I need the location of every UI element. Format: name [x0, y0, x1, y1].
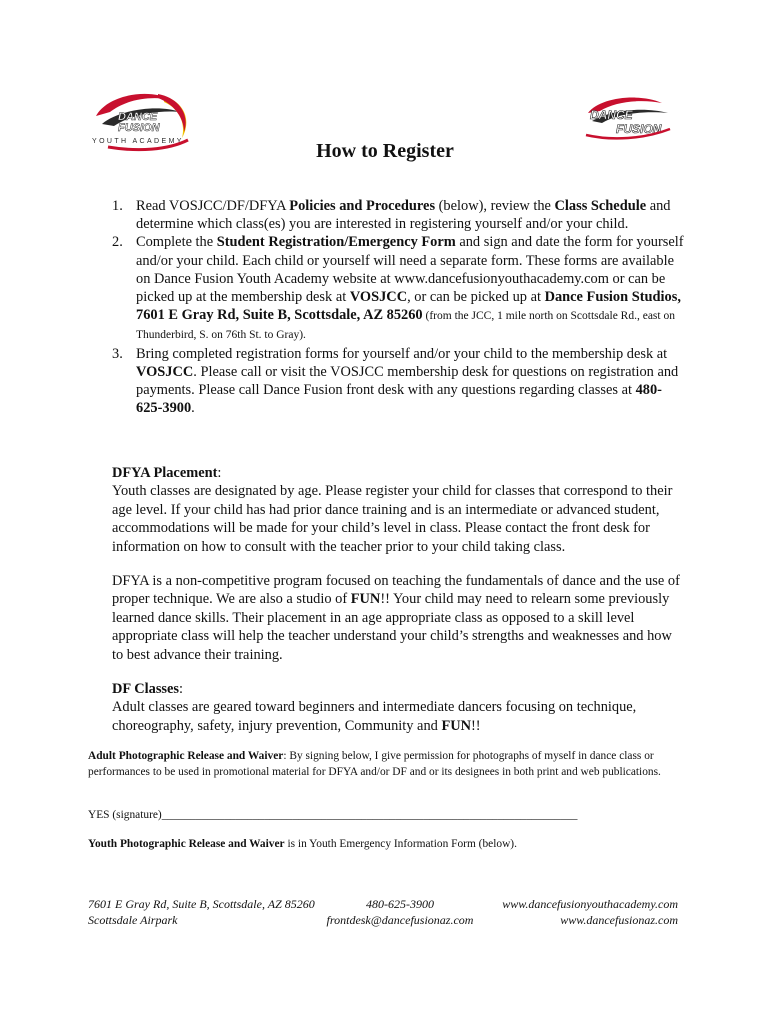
step-text: . [191, 400, 195, 417]
registration-steps [112, 197, 684, 417]
youth-release-label: Youth Photographic Release and Waiver [88, 838, 285, 850]
phone-text: 480-625-3900 [366, 897, 434, 911]
step-text: Read VOSJCC/DF/DFYA [136, 198, 290, 214]
step-text: , or can be picked up at [407, 289, 545, 306]
colon: : [179, 681, 184, 697]
step-text: Complete the [136, 234, 217, 251]
registration-form-text: Student Registration/Emergency Form [216, 234, 456, 251]
footer-address [88, 896, 315, 928]
page-title: How to Register [316, 140, 454, 162]
logo-text-fusion: FUSION [616, 122, 662, 136]
step-text: . Please call or visit the VOSJCC membership desk for questions on registration and payments. Please call Dance Fusion front desk with any questions regarding classes at [136, 363, 679, 399]
address-line: 7601 E Gray Rd, Suite B, Scottsdale, AZ 85260 [88, 897, 315, 911]
vosjcc-text: VOSJCC [349, 289, 408, 306]
logo-text-fusion: FUSION [118, 122, 160, 134]
step-text: (below), review the [435, 198, 555, 214]
directions-text: (from the JCC, 1 mile north on Scottsdale Rd., east on Thunderbird, S. on 76th St. to Gray). [136, 310, 675, 342]
adult-release-section [88, 749, 680, 780]
step-number: 1. [112, 198, 123, 214]
footer-contact [310, 896, 490, 928]
logo-text-dance: DANCE [118, 111, 158, 123]
fun-text: FUN [350, 591, 381, 608]
text: Adult classes are geared toward beginners and intermediate dancers focusing on technique, choreography, safety, injury prevention, Community and [112, 699, 637, 734]
text: : By signing below, I give permission for photographs of myself in dance class or performances to be used in promotional material for DFYA and/or DF and or its designees in both print and web publications. [88, 750, 661, 778]
text: !! Your child may need to relearn some previously learned dance skills. Their placement in an age appropriate class as opposed to a skill level appropriate class will help the teacher understand your child’s strengths and weaknesses and how to best advance their training. [112, 591, 672, 663]
step-number: 2. [112, 234, 123, 251]
list-item [112, 345, 684, 418]
placement-section [112, 464, 680, 556]
list-item [112, 233, 684, 344]
website-link[interactable]: www.dancefusionyouthacademy.com [502, 897, 678, 911]
policies-link-text: Policies and Procedures [289, 198, 436, 214]
fun-text: FUN [441, 717, 472, 734]
text: DFYA is a non-competitive program focused on teaching the fundamentals of dance and the use of proper technique. We are also a studio of [112, 573, 680, 608]
website-link[interactable]: www.dancefusionaz.com [560, 913, 678, 927]
placement-paragraph-2 [112, 572, 680, 664]
step-number: 3. [112, 345, 123, 362]
vosjcc-text: VOSJCC [136, 363, 194, 380]
step-text: and determine which class(es) you are interested in registering yourself and/or your child. [136, 198, 671, 233]
df-classes-section [112, 680, 680, 735]
signature-line[interactable]: YES (signature)_________________________________________________________________________ [88, 809, 578, 821]
class-schedule-text: Class Schedule [554, 198, 647, 214]
logo-text-youth-academy: YOUTH ACADEMY [92, 138, 184, 145]
placement-paragraph: Youth classes are designated by age. Please register your child for classes that correspond to their age level. If your child has had prior dance training and is an intermediate or advanced student, accommodations will be made for your child’s level in class. Please contact the front desk for information on how to consult with the teacher prior to your child taking class. [112, 483, 673, 555]
footer-web [502, 896, 678, 928]
text: is in Youth Emergency Information Form (below). [284, 838, 517, 850]
placement-heading: DFYA Placement [112, 465, 218, 481]
logo-text-dance: DANCE [590, 108, 633, 122]
colon: : [217, 465, 222, 481]
list-item [112, 197, 684, 233]
text: !! [471, 717, 481, 734]
step-text: and sign and date the form for yourself and/or your child. Each child or yourself will need a separate form. These forms are available on Dance Fusion Youth Academy website at www.dancefusionyouthacademy.com or can be picked up at the membership desk at [136, 234, 684, 306]
step-text: Bring completed registration forms for yourself and/or your child to the membership desk at [136, 345, 668, 362]
dance-fusion-logo [582, 95, 672, 143]
studio-address-text: Dance Fusion Studios, 7601 E Gray Rd, Suite B, Scottsdale, AZ 85260 [136, 289, 681, 324]
adult-release-label: Adult Photographic Release and Waiver [88, 750, 284, 762]
df-classes-heading: DF Classes [112, 681, 180, 697]
email-link[interactable]: frontdesk@dancefusionaz.com [326, 913, 474, 927]
youth-release-section [88, 837, 680, 853]
address-line: Scottsdale Airpark [88, 913, 178, 927]
phone-number-text: 480-625-3900 [136, 382, 662, 417]
